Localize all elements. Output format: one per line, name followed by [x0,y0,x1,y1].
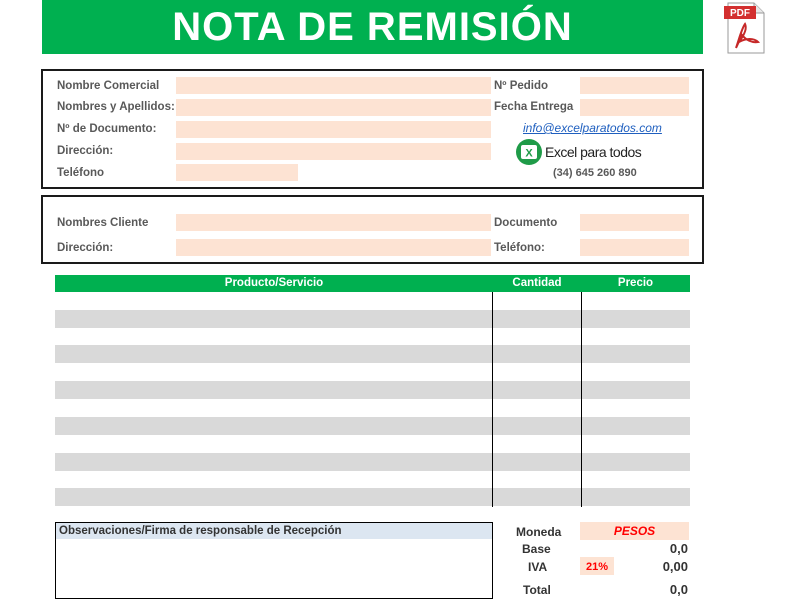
excel-logo [516,139,641,165]
telefono-field[interactable] [176,164,298,181]
iva-label: IVA [528,560,548,574]
header-precio: Precio [617,277,654,289]
total-value: 0,0 [669,582,688,597]
items-table-header [55,275,690,292]
excel-icon-letter: X [525,147,533,160]
label-nombre-comercial: Nombre Comercial [57,80,160,92]
label-telefono: Teléfono [57,167,105,179]
base-label: Base [522,542,551,556]
table-row[interactable] [55,399,690,417]
column-divider [581,292,582,507]
direccion-field[interactable] [176,143,491,160]
client-telefono-field[interactable] [580,239,689,256]
table-row[interactable] [55,310,690,328]
moneda-value: PESOS [613,524,656,538]
nombre-comercial-field[interactable] [176,77,491,94]
label-client-telefono: Teléfono: [494,242,545,254]
items-table-body [55,292,690,507]
column-divider [492,292,493,507]
excel-logo-text: Excel para todos [545,144,642,160]
nombres-cliente-field[interactable] [176,214,491,231]
pedido-field[interactable] [580,77,689,94]
fecha-entrega-field[interactable] [580,99,689,116]
label-client-documento: Documento [494,217,558,229]
table-row[interactable] [55,435,690,453]
label-direccion: Dirección: [57,145,114,157]
header-cantidad: Cantidad [512,277,562,289]
pdf-label: PDF [730,8,750,19]
iva-value: 0,00 [662,559,688,574]
label-pedido: Nº Pedido [494,80,549,92]
table-row[interactable] [55,363,690,381]
observations-box[interactable] [55,522,493,599]
excel-icon [516,139,542,165]
nombres-apellidos-field[interactable] [176,99,491,116]
label-nombres-apellidos: Nombres y Apellidos: [57,101,175,113]
table-row[interactable] [55,471,690,489]
documento-field[interactable] [176,121,491,138]
base-value: 0,0 [669,541,688,556]
moneda-field[interactable] [580,522,689,540]
table-row[interactable] [55,328,690,346]
client-direccion-field[interactable] [176,239,491,256]
label-fecha-entrega: Fecha Entrega [494,101,574,113]
table-row[interactable] [55,381,690,399]
label-nombres-cliente: Nombres Cliente [57,217,149,229]
table-row[interactable] [55,488,690,506]
moneda-label: Moneda [516,525,562,539]
total-label: Total [523,583,551,597]
company-phone: (34) 645 260 890 [553,167,637,179]
table-row[interactable] [55,345,690,363]
iva-rate: 21% [585,561,609,573]
table-row[interactable] [55,292,690,310]
page-title-text: NOTA DE REMISIÓN [172,4,573,49]
label-client-direccion: Dirección: [57,242,114,254]
table-row[interactable] [55,417,690,435]
table-row[interactable] [55,453,690,471]
email-link[interactable]: info@excelparatodos.com [523,121,662,135]
client-documento-field[interactable] [580,214,689,231]
header-producto: Producto/Servicio [224,277,324,289]
page-title [42,0,703,54]
pdf-icon[interactable] [724,2,766,54]
observations-title: Observaciones/Firma de responsable de Recepción [56,523,492,539]
label-documento: Nº de Documento: [57,123,157,135]
